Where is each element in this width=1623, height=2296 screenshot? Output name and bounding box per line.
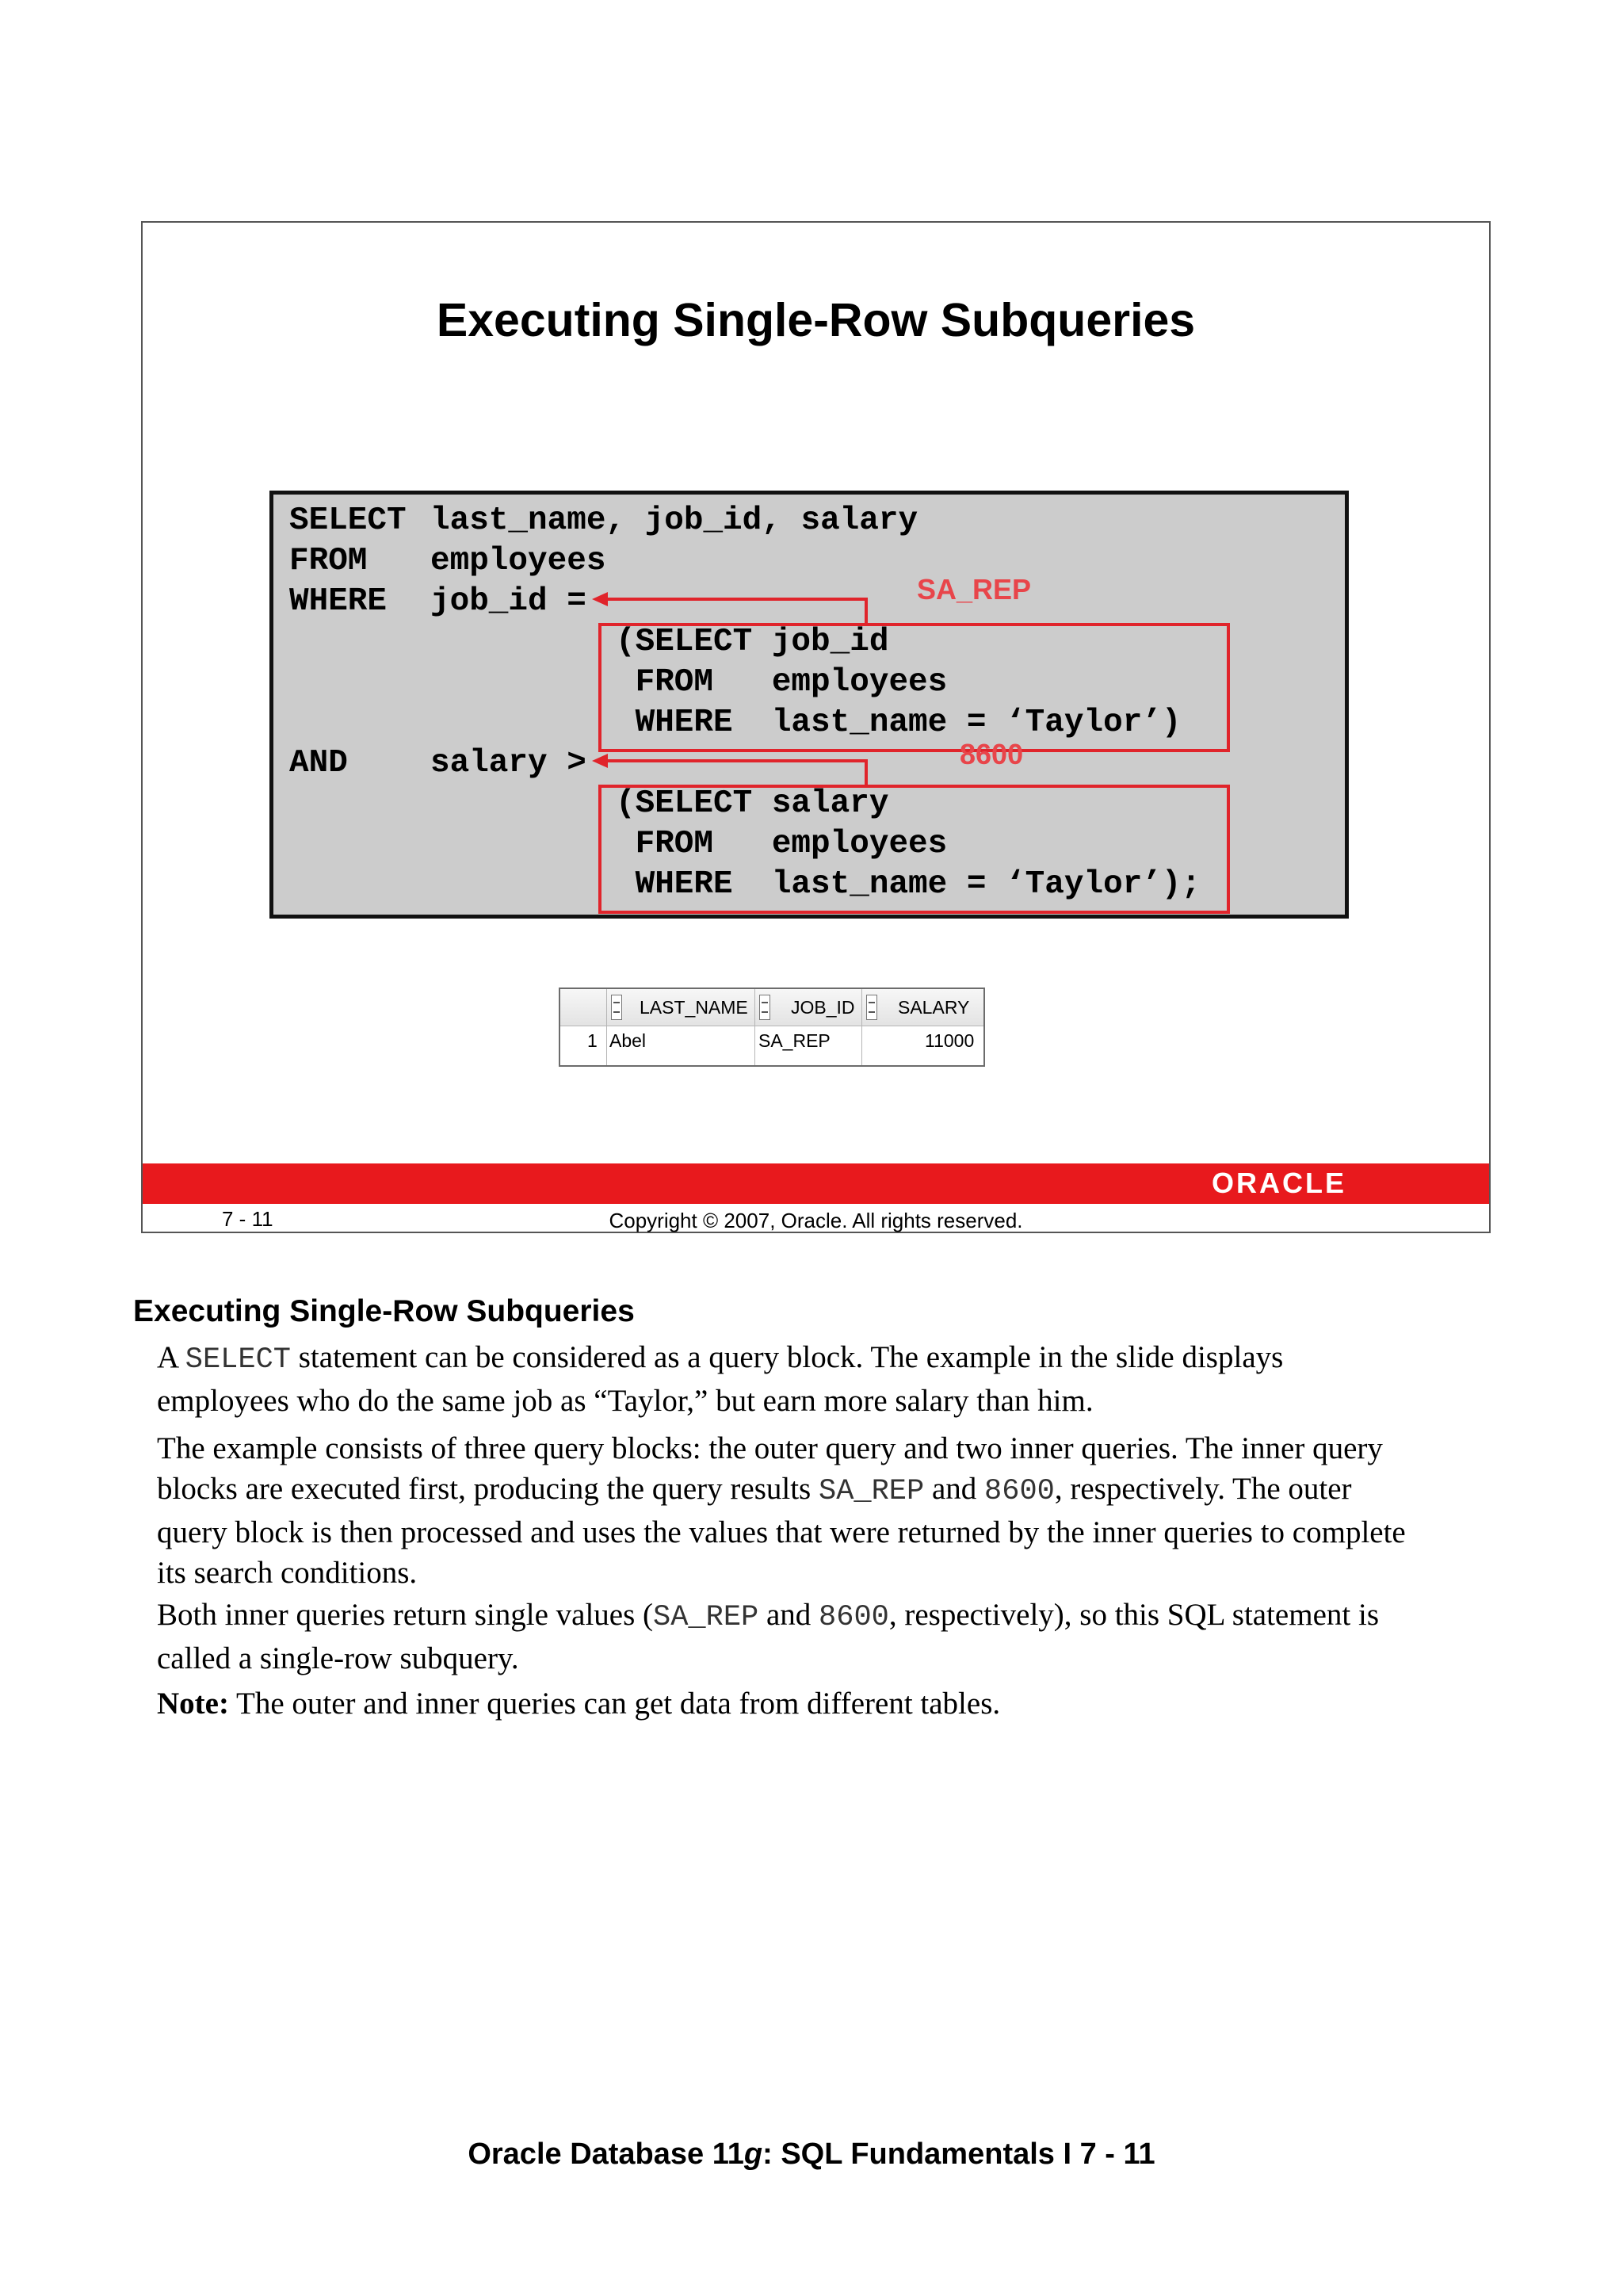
text-run: The example consists of three query blocks: the outer query and two inner queries. The inner query (157, 1431, 1383, 1465)
sort-icon[interactable] (759, 995, 770, 1020)
text-run: A (157, 1340, 185, 1374)
sort-icon[interactable] (866, 995, 877, 1020)
grid-separator (754, 989, 755, 1065)
text-run: and (924, 1472, 985, 1506)
subquery1-line1: (SELECT job_id (616, 624, 889, 660)
text-run: and (758, 1598, 819, 1632)
grid-row-number: 1 (587, 1030, 598, 1051)
inline-code: 8600 (819, 1601, 889, 1634)
grid-header-last-name[interactable]: LAST_NAME (640, 997, 748, 1018)
subquery1-line2: FROM employees (616, 664, 948, 701)
footer-text: : SQL Fundamentals I 7 - 11 (762, 2137, 1155, 2171)
arrow-subquery1-to-where (603, 599, 866, 623)
inline-code: SELECT (185, 1343, 291, 1377)
subquery2-line3: WHERE last_name = ‘Taylor’); (616, 866, 1201, 903)
notes-paragraph-3 (157, 1595, 1504, 1679)
text-run: employees who do the same job as “Taylor,” but earn more salary than him. (157, 1384, 1094, 1418)
subquery2-line1: (SELECT salary (616, 785, 889, 822)
footer-text: Oracle Database 11 (468, 2137, 744, 2171)
notes-heading: Executing Single-Row Subqueries (133, 1294, 635, 1328)
slide-title: Executing Single-Row Subqueries (436, 294, 1196, 346)
code-keyword-select: SELECT (289, 502, 407, 539)
inline-code: SA_REP (818, 1475, 925, 1508)
grid-header-salary[interactable]: SALARY (898, 997, 970, 1018)
code-keyword-from: FROM (289, 543, 368, 579)
text-run: , respectively. The outer (1054, 1472, 1352, 1506)
notes-paragraph-2 (157, 1428, 1504, 1593)
oracle-logo: ORACLE (1212, 1167, 1346, 1199)
text-run: query block is then processed and uses the values that were returned by the inner queries to complete (157, 1515, 1406, 1549)
subquery2-result-label: 8600 (960, 738, 1024, 770)
sort-icon[interactable] (611, 995, 622, 1020)
grid-cell-last-name[interactable]: Abel (609, 1030, 647, 1051)
text-run: , respectively), so this SQL statement is (888, 1598, 1379, 1632)
notes-paragraph-note (157, 1683, 1504, 1724)
slide-number: 7 - 11 (222, 1207, 273, 1231)
inline-code: SA_REP (653, 1601, 759, 1634)
inline-code: 8600 (984, 1475, 1055, 1508)
code-and-condition: salary > (430, 745, 586, 781)
sql-code-box (269, 491, 1349, 919)
grid-separator (606, 989, 607, 1065)
grid-cell-salary[interactable]: 11000 (925, 1030, 975, 1051)
code-keyword-where: WHERE (289, 583, 388, 620)
code-from-table: employees (430, 543, 606, 579)
code-where-condition: job_id = (430, 583, 586, 620)
slide-frame (141, 221, 1491, 1233)
grid-separator (861, 989, 862, 1065)
subquery1-result-label: SA_REP (917, 573, 1032, 606)
note-label: Note: (157, 1687, 229, 1721)
subquery2-line2: FROM employees (616, 826, 948, 862)
grid-cell-job-id[interactable]: SA_REP (758, 1030, 831, 1051)
arrow-subquery2-to-and (603, 761, 866, 785)
footer-italic-g: g (743, 2137, 763, 2171)
text-run: The outer and inner queries can get data from different tables. (228, 1687, 1001, 1721)
arrowhead-1 (592, 592, 608, 606)
arrowhead-2 (592, 754, 608, 768)
code-select-columns: last_name, job_id, salary (430, 502, 918, 539)
page-footer (0, 2137, 1623, 2172)
code-keyword-and: AND (289, 745, 348, 781)
notes-paragraph-1 (157, 1337, 1504, 1421)
query-result-grid[interactable] (559, 988, 985, 1067)
text-run: called a single-row subquery. (157, 1641, 519, 1675)
text-run: Both inner queries return single values ( (157, 1598, 653, 1632)
text-run: blocks are executed first, producing the query results (157, 1472, 819, 1506)
text-run: statement can be considered as a query block. The example in the slide displays (291, 1340, 1284, 1374)
result-arrows (273, 495, 1345, 915)
grid-header-job-id[interactable]: JOB_ID (791, 997, 855, 1018)
slide-copyright: Copyright © 2007, Oracle. All rights reserved. (609, 1209, 1023, 1232)
subquery1-line3: WHERE last_name = ‘Taylor’) (616, 705, 1182, 741)
text-run: its search conditions. (157, 1556, 418, 1590)
